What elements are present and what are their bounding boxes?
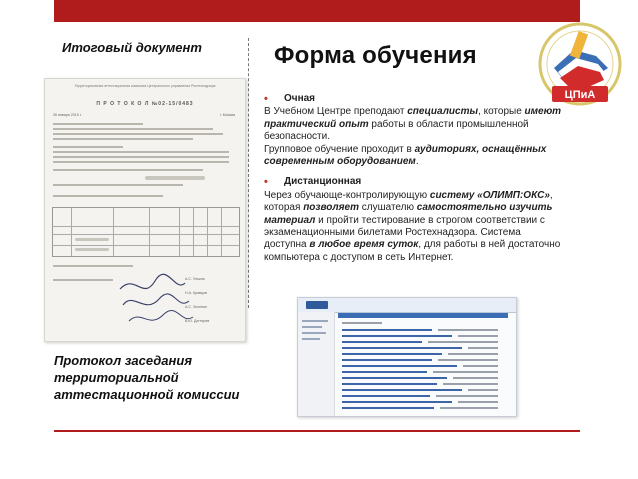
slide-title: Форма обучения — [274, 42, 477, 69]
logo-text: ЦПиА — [564, 89, 596, 101]
signer-name: В.Ю. Дегтярев — [185, 319, 210, 323]
doc-line — [53, 161, 229, 163]
doc-line — [53, 128, 213, 130]
content-body — [264, 93, 564, 264]
protocol-title: П Р О Т О К О Л №02-15/0483 — [96, 101, 194, 107]
doc-line — [53, 151, 229, 153]
paragraph-distance: Через обучающе-контролирующую систему «ОЛИМП:ОКС», которая позволяет слушателю самостоятельно изучить материал и пройти тестирование в строгом соответствии с экзаменационными билетами Ростехнадзора. Система доступна в любое время суток, для работы в ней достаточно компьютера с доступом в сеть Интернет. — [264, 189, 561, 263]
paragraph-teachers: В Учебном Центре преподают специалисты, которые имеют практический опыт работы в области промышленной безопасности. — [264, 106, 562, 143]
protocol-header: Территориальная аттестационная комиссия Центрального управления Ростехнадзора — [74, 84, 216, 88]
screenshot-header — [298, 298, 516, 313]
protocol-document-image — [44, 78, 246, 342]
section-heading: Очная — [284, 93, 316, 104]
screenshot-sidebar — [298, 312, 335, 416]
paragraph-group-training: Групповое обучение проходит в аудиториях, оснащённых современным оборудованием. — [264, 143, 547, 168]
bottom-accent-line — [54, 430, 580, 432]
doc-line — [53, 123, 143, 125]
doc-line — [53, 133, 223, 135]
doc-line — [53, 169, 203, 171]
redacted-block — [145, 176, 205, 180]
signer-name: А.С. Зеленин — [185, 305, 208, 309]
protocol-caption: Протокол заседания территориальной аттестационной комиссии — [54, 353, 240, 402]
doc-line — [53, 279, 113, 281]
doc-line — [53, 138, 193, 140]
bullet-in-person: • Очная — [264, 93, 316, 105]
vertical-divider — [248, 38, 249, 308]
signer-name: Н.А. Кравцов — [185, 291, 207, 295]
signer-name: А.С. Ульков — [185, 277, 205, 281]
protocol-table — [52, 207, 240, 257]
section-heading: Дистанционная — [284, 176, 362, 188]
doc-line — [53, 265, 133, 267]
olimp-logo-icon — [306, 301, 328, 309]
document-caption: Итоговый документ — [62, 40, 202, 55]
top-accent-bar — [54, 0, 580, 22]
doc-line — [53, 146, 123, 148]
screenshot-nav — [338, 313, 508, 318]
doc-line — [53, 156, 229, 158]
protocol-city: г. Москва — [219, 113, 235, 117]
doc-line — [53, 184, 183, 186]
olimp-system-screenshot — [297, 297, 517, 417]
bullet-distance: • Дистанционная — [264, 176, 362, 189]
protocol-date: 26 января 2015 г. — [53, 113, 82, 117]
doc-line — [53, 195, 163, 197]
